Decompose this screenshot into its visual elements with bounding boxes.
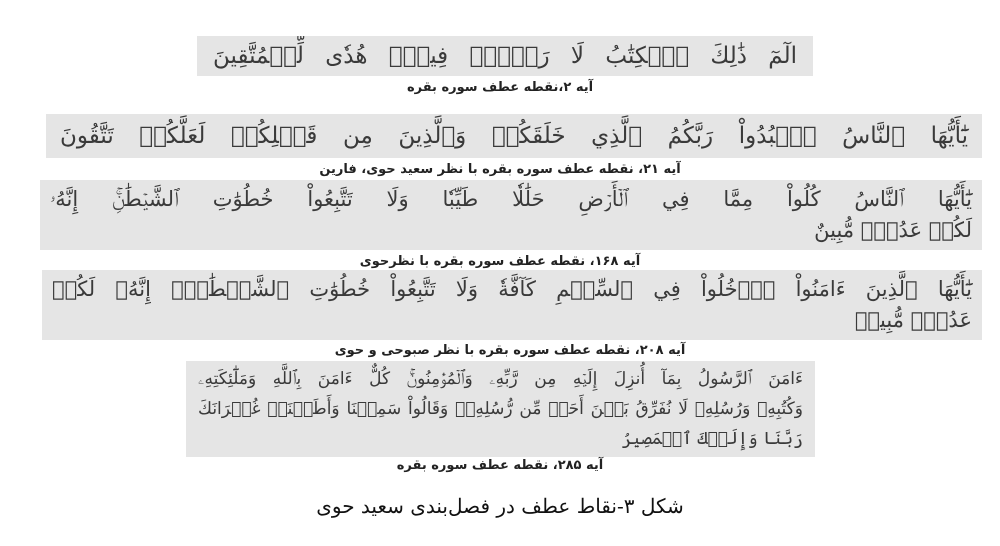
verse-3-line-2: لَكُمۡ عَدُوّٞ مُّبِينٌ	[814, 218, 972, 242]
verse-2-caption: آیه ۲۱، نقطه عطف سوره بقره با نظر سعید حوی، فارین	[319, 162, 681, 177]
verse-box-3	[40, 180, 982, 250]
verse-4-line-2: عَدُوّٞ مُّبِينٞ	[854, 308, 972, 332]
verse-box-4	[42, 270, 982, 340]
verse-5-caption: آیه ۲۸۵، نقطه عطف سوره بقره	[396, 458, 604, 473]
figure-caption: شکل ۳-نقاط عطف در فصل‌بندی سعید حوی	[316, 494, 684, 518]
verse-1-caption: آیه ۲،نقطه عطف سوره بقره	[406, 80, 594, 95]
verse-5-line-2: وَكُتُبِهِۦ وَرُسُلِهِۦ لَا نُفَرِّقُ بَيۡنَ أَحَدٖ مِّن رُّسُلِهِۦۚ وَقَالُواْ سَمِعۡنَا وَأَطَعۡنَاۖ غُفۡرَانَكَ	[198, 399, 803, 419]
verse-5-line-1: ءَامَنَ ٱلرَّسُولُ بِمَآ أُنزِلَ إِلَيۡهِ مِن رَّبِّهِۦ وَٱلۡمُؤۡمِنُونَۚ كُلٌّ ءَامَنَ بِٱللَّهِ وَمَلَٰٓئِكَتِهِۦ	[198, 369, 803, 389]
verse-3-caption: آیه ۱۶۸، نقطه عطف سوره بقره با نظرحوی	[359, 254, 641, 269]
verse-5-line-3: رَبَّنَا وَإِلَيۡكَ ٱلۡمَصِيرُ	[621, 429, 803, 449]
verse-2-line-1: يَٰٓأَيُّهَا ٱلنَّاسُ ٱعۡبُدُواْ رَبَّكُمُ ٱلَّذِي خَلَقَكُمۡ وَٱلَّذِينَ مِن قَبۡلِكُمۡ لَعَلَّكُمۡ تَتَّقُونَ	[60, 123, 968, 149]
verse-1-line-1: الٓمٓ ذَٰلِكَ ٱلۡكِتَٰبُ لَا رَيۡبَۛ فِيهِۛ هُدٗى لِّلۡمُتَّقِينَ	[213, 43, 797, 69]
verse-4-line-1: يَٰٓأَيُّهَا ٱلَّذِينَ ءَامَنُواْ ٱدۡخُلُواْ فِي ٱلسِّلۡمِ كَآفَّةٗ وَلَا تَتَّبِعُواْ خُطُوَٰتِ ٱلشَّيۡطَٰنِۚ إِنَّهُۥ لَكُمۡ	[52, 277, 972, 301]
verse-box-5	[186, 361, 815, 457]
verse-box-1	[197, 36, 813, 76]
verse-3-line-1: يَٰٓأَيُّهَا ٱلنَّاسُ كُلُواْ مِمَّا فِي ٱلۡأَرۡضِ حَلَٰلٗا طَيِّبٗا وَلَا تَتَّبِعُواْ خُطُوَٰتِ ٱلشَّيۡطَٰنِۚ إِنَّهُۥ	[50, 187, 972, 211]
verse-box-2	[46, 114, 982, 158]
verse-4-caption: آیه ۲۰۸، نقطه عطف سوره بقره با نظر صبوحی و حوی	[334, 343, 686, 358]
